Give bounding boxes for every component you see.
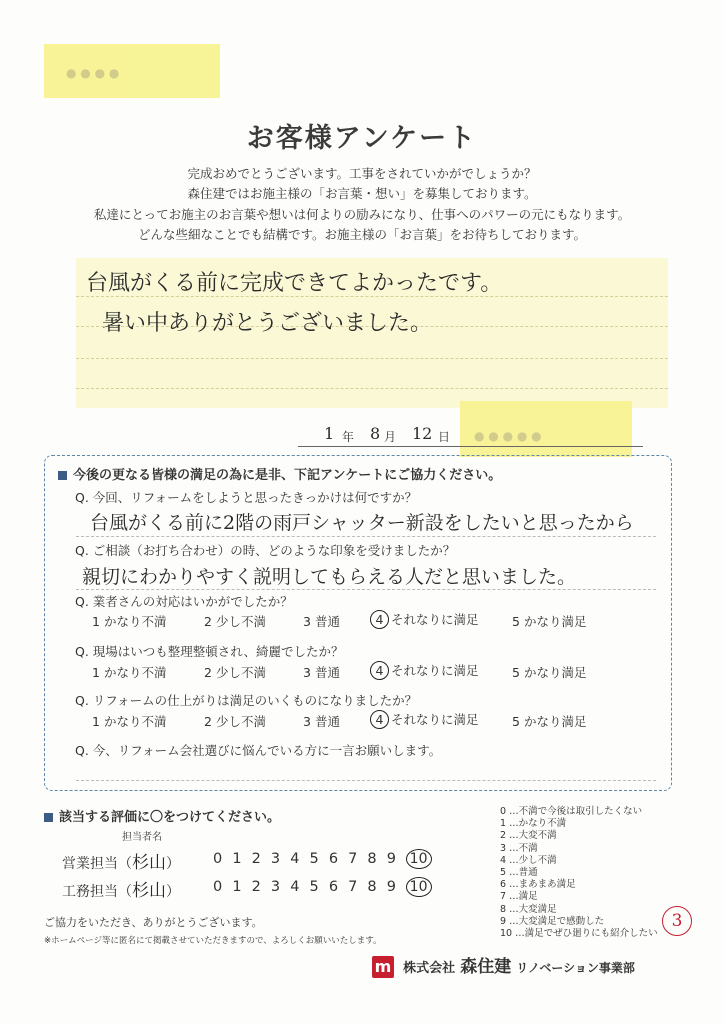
selection-circle-icon: 4 [370,661,389,680]
company-logo: m 株式会社 森住建 リノベーション事業部 [372,952,635,978]
page-title: お客様アンケート [246,123,478,154]
rating-option[interactable]: 3 普通 [303,714,340,729]
question-6: Q. 今、リフォーム会社選びに悩んでいる方に一言お願いします。 [75,743,442,758]
comment-box [76,258,668,408]
construction-rating-row: 工務担当（杉山） [62,881,180,901]
rating-heading: 該当する評価に〇をつけてください。 [44,806,280,825]
rating-option[interactable]: 5 かなり満足 [512,714,587,729]
selection-circle-icon: 4 [370,610,389,629]
seal-mark: 3 [662,906,692,936]
intro-line: 森住建ではお施主様の「お言葉・想い」を募集しております。 [187,186,537,201]
intro-line: どんな些細なことでも結構です。お施主様の「お言葉」をお待ちしております。 [137,227,586,242]
rating-option[interactable]: 2 少し不満 [204,665,266,680]
date-year-label: 年 [342,430,355,444]
rating-option[interactable]: 1 かなり不満 [92,614,167,629]
rating-option[interactable]: 2 少し不満 [204,614,266,629]
answer-2: 親切にわかりやすく説明してもらえる人だと思いました。 [82,566,577,588]
rating-option[interactable]: 5 かなり満足 [512,614,587,629]
date-month-value: 8 [370,424,381,443]
staff-name-label: 担当者名 [122,832,162,843]
comment-line: 暑い中ありがとうございました。 [102,311,433,336]
redacted-text: ● ● ● ● ● [474,429,542,443]
question-2: Q. ご相談（お打ち合わせ）の時、どのような印象を受けましたか？ [75,543,456,558]
redacted-text: ● ● ● ● [66,66,120,80]
rating-option[interactable]: 5 かなり満足 [512,665,587,680]
date-line [298,424,643,447]
selected-score-circle: 10 [406,849,432,869]
selected-score-circle: 10 [406,877,432,897]
survey-heading: 今後の更なる皆様の満足の為に是非、下記アンケートにご協力ください。 [58,464,501,483]
staff-name: 杉山 [132,881,166,901]
date-month-label: 月 [384,430,397,444]
question-1: Q. 今回、リフォームをしようと思ったきっかけは何ですか？ [75,490,418,505]
footer-note: ※ホームページ等に匿名にて掲載させていただきますので、よろしくお願いいたします。 [44,936,382,946]
square-bullet-icon [44,813,53,822]
comment-line: 台風がくる前に完成できてよかったです。 [86,271,503,296]
company-logo-icon: m [372,956,394,978]
staff-name: 杉山 [132,853,166,873]
square-bullet-icon [58,471,67,480]
intro-line: 私達にとってお施主のお言葉や想いは何よりの励みになり、仕事へのパワーの元にもなります。 [93,207,631,222]
rating-option-selected[interactable]: 4 それなりに満足 [370,710,479,729]
question-4: Q. 現場はいつも整理整頓され、綺麗でしたか？ [75,644,344,659]
rating-option[interactable]: 1 かなり不満 [92,714,167,729]
rating-option-selected[interactable]: 4 それなりに満足 [370,661,479,680]
question-5: Q. リフォームの仕上がりは満足のいくものになりましたか？ [75,693,418,708]
rating-option[interactable]: 3 普通 [303,614,340,629]
answer-1: 台風がくる前に2階の雨戸シャッター新設をしたいと思ったから [90,512,634,534]
rating-legend: 0 …不満で今後は取引したくない 1 …かなり不満 2 …大変不満 3 …不満 4 …少し不満 5 …普通 6 …まあまあ満足 7 …満足 8 …大変満足 9 …大変満足で感動した 10 …満足でぜひ廻りにも紹介したい [500,806,658,940]
intro-line: 完成おめでとうございます。工事をされていかがでしょうか？ [187,166,537,181]
rating-option[interactable]: 2 少し不満 [204,714,266,729]
question-3: Q. 業者さんの対応はいかがでしたか？ [75,594,293,609]
sales-rating-row: 営業担当（杉山） [62,853,180,873]
construction-digit-scale[interactable]: 0 1 2 3 4 5 6 7 8 9 10 [208,877,432,897]
thanks-text: ご協力をいただき、ありがとうございます。 [44,916,263,929]
date-day-value: 12 [412,424,433,443]
selection-circle-icon: 4 [370,710,389,729]
rating-option-selected[interactable]: 4 それなりに満足 [370,610,479,629]
sales-digit-scale[interactable]: 0 1 2 3 4 5 6 7 8 9 10 [208,849,432,869]
rating-option[interactable]: 3 普通 [303,665,340,680]
rating-option[interactable]: 1 かなり不満 [92,665,167,680]
date-day-label: 日 [438,430,451,444]
sticky-note-redaction [44,44,220,98]
date-year-value: 1 [324,424,335,443]
